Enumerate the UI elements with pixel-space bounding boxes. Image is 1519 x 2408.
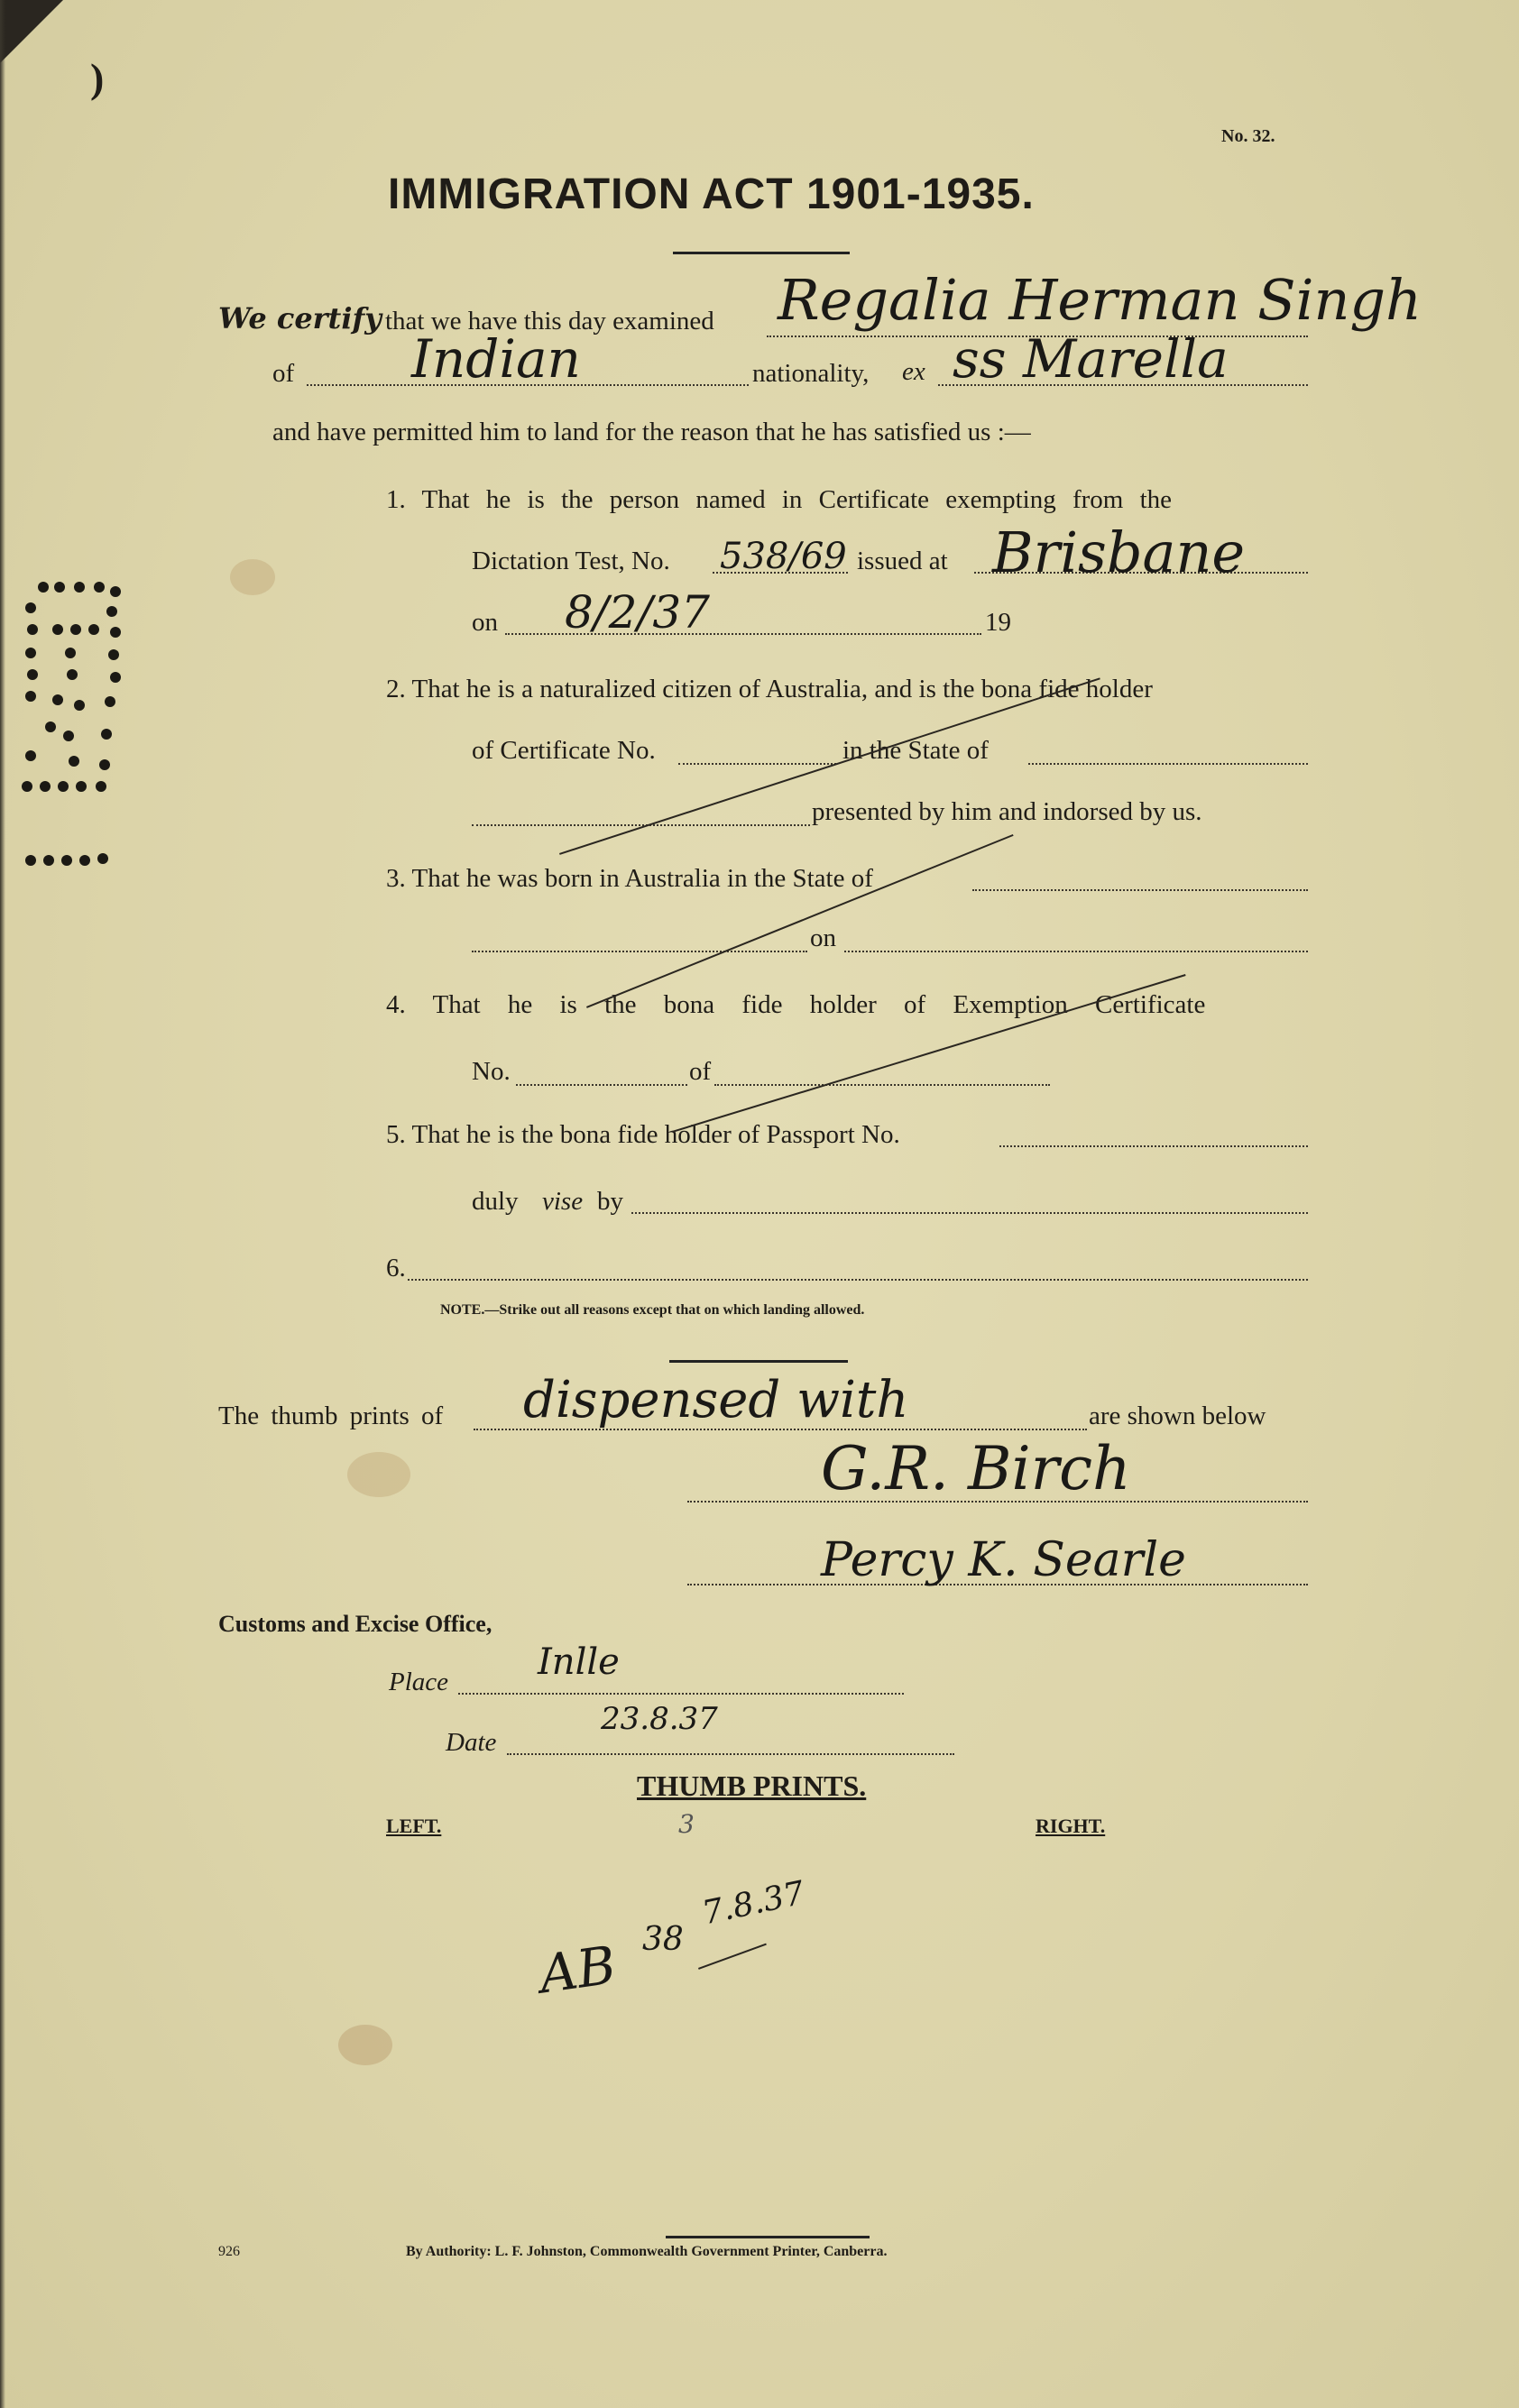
ex-label: ex [902,357,925,386]
title-rule [673,252,850,254]
reason-4-no-label: No. [472,1057,511,1086]
issued-place: Brisbane [992,519,1246,585]
page-corner-shadow [0,0,63,63]
form-number: No. 32. [1221,126,1275,146]
footer-authority-text: L. F. Johnston, Commonwealth Government Printer, Canberra. [494,2244,888,2259]
reason-5-vise: vise [542,1187,584,1216]
examined-name: Regalia Herman Singh [778,267,1422,333]
nationality-label: nationality, [752,359,870,388]
reason-2-cert-label: of Certificate No. [472,736,656,765]
place-value: Inlle [538,1641,620,1683]
thumb-prints-heading: THUMB PRINTS. [637,1769,867,1802]
reason-3-on-dotted-line [844,951,1308,952]
left-label: LEFT. [386,1815,442,1837]
note-text: —Strike out all reasons except that on which landing allowed. [484,1302,865,1318]
strike-through-line [586,834,1014,1008]
right-label: RIGHT. [1036,1815,1106,1837]
footer-rule [666,2236,870,2238]
footer-authority [406,2244,887,2260]
reason-3-state-dotted-line [972,889,1308,891]
reason-3-dotted-line [472,951,807,952]
note [440,1302,864,1319]
date-value: 23.8.37 [601,1701,718,1737]
issued-label: issued at [857,547,948,575]
annotation-number: 38 [642,1921,684,1958]
reason-2-state-label: in the State of [842,736,989,765]
reason-2-state-dotted-line [1028,763,1308,765]
reason-5-line1: 5. That he is the bona fide holder of Passport No. [386,1120,900,1149]
certify-lead: We certify [218,301,382,335]
stain [338,2025,392,2065]
ship-name: ss Marella [953,328,1229,390]
document-title: IMMIGRATION ACT 1901-1935. [388,170,1035,218]
reason-3-line1: 3. That he was born in Australia in the State of [386,864,873,893]
reason-1-line1: 1. That he is the person named in Certificate exempting from the [386,485,1173,514]
signature-1: G.R. Birch [821,1434,1131,1503]
reason-5-vise-dotted-line [631,1212,1308,1214]
nationality-value: Indian [411,328,581,390]
annotation-date: 7.8.37 [698,1874,808,1933]
reason-6-dotted-line [408,1279,1308,1281]
reason-4-line1: 4. That he is the bona fide holder of Exemption Certificate [386,990,1206,1019]
reason-6: 6. [386,1254,406,1282]
footer-authority-label: By Authority: [406,2244,492,2259]
thumb-suffix: are shown below [1089,1402,1266,1430]
reason-2-presented: presented by him and indorsed by us. [812,797,1202,826]
of-label: of [272,359,295,388]
reason-5-by: by [597,1187,623,1216]
note-label: NOTE. [440,1302,485,1318]
reason-5-duly: duly [472,1187,519,1216]
annotation-underline [698,1944,767,1970]
year-label: 19 [985,608,1011,637]
thumb-mark: 3 [678,1809,695,1839]
annotation-initials: AB [535,1934,620,2006]
issued-date: 8/2/37 [565,586,710,639]
footer-code: 926 [218,2244,240,2259]
on-label: on [472,608,498,637]
place-label: Place [389,1668,449,1696]
reason-5-passport-dotted-line [999,1145,1308,1147]
reason-4-no-dotted-line [516,1084,687,1086]
left-edge-shadow [0,0,5,2408]
permitted-text: and have permitted him to land for the reason that he has satisfied us :— [272,418,1031,446]
reason-2-line1: 2. That he is a naturalized citizen of Australia, and is the bona fide holder [386,675,1153,703]
date-dotted-line [507,1753,954,1755]
reason-2-cert-dotted-line [678,763,836,765]
dictation-number: 538/69 [720,536,847,577]
section-rule [669,1360,848,1363]
reason-3-on: on [810,924,836,952]
date-label: Date [446,1728,497,1757]
certify-text: that we have this day examined [385,307,714,335]
stain [230,559,275,595]
stain [347,1452,410,1497]
reason-4-of-dotted-line [714,1084,1050,1086]
reason-1-dictation-label: Dictation Test, No. [472,547,670,575]
reason-4-of-label: of [689,1057,712,1086]
thumb-value: dispensed with [523,1371,909,1429]
office-label: Customs and Excise Office, [218,1611,493,1637]
place-dotted-line [458,1693,904,1695]
margin-mark: ) [90,55,105,101]
thumb-prefix: The thumb prints of [218,1402,444,1430]
signature-2: Percy K. Searle [821,1533,1186,1587]
